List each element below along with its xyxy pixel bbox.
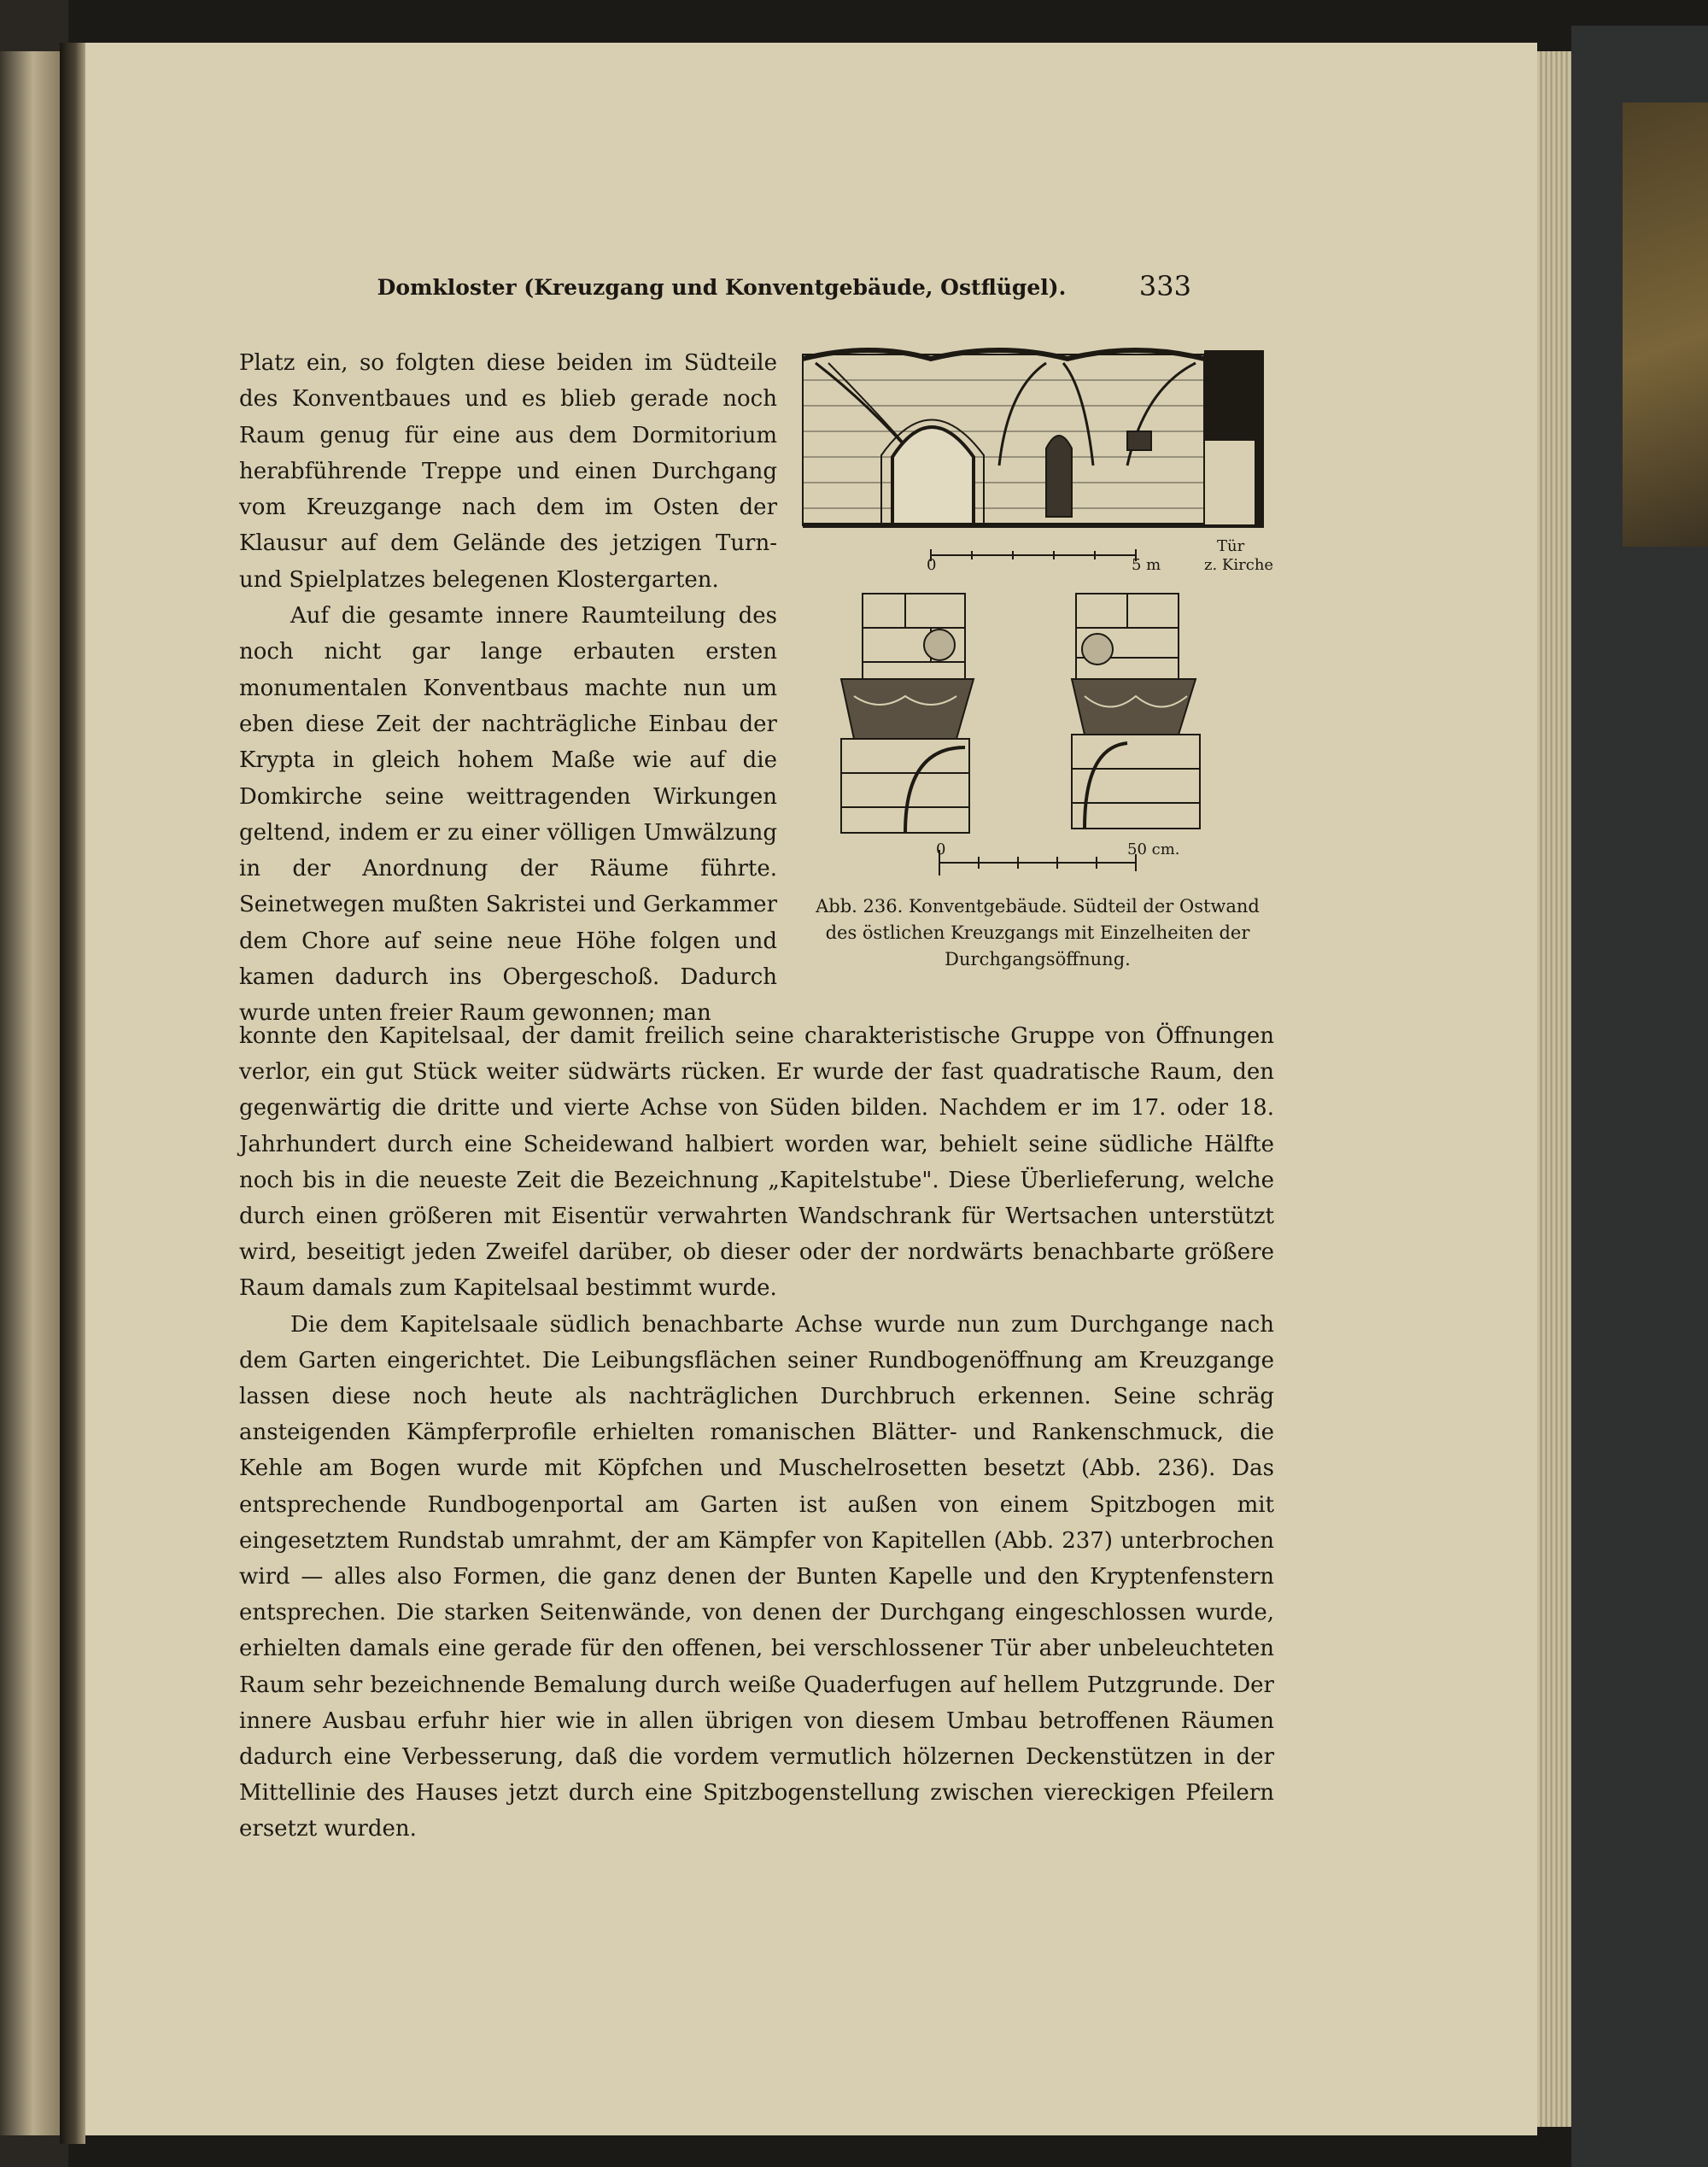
running-head [337, 270, 1191, 313]
page-block-edge [1537, 51, 1571, 2127]
book-cover-corner [1623, 102, 1708, 547]
door-label-line2: z. Kirche [1204, 556, 1274, 574]
scale-bottom-max: 50 cm. [1127, 840, 1180, 858]
paragraph: Platz ein, so folgten diese beiden im Südteile des Konventbaues und es blieb gerade noch Raum genug für eine aus dem Dormitorium herabführende Treppe und einen Durchgang vom Kreuzgange nach dem im Osten der Klausur auf dem Gelände des jetzigen Turn- und Spielplatzes belegenen Klostergarten. [239, 350, 777, 593]
scale-bar-top [931, 549, 1136, 561]
facing-page-edge [0, 51, 60, 2135]
text-full-width [239, 1018, 1274, 1848]
figure-caption: Abb. 236. Konventgebäude. Südteil der Ostwand des östlichen Kreuzgangs mit Einzelheiten der Durchgangsöffnung. [816, 896, 1260, 969]
scale-top-zero: 0 [927, 556, 937, 574]
door-label-line1: Tür [1217, 537, 1245, 555]
paragraph: Die dem Kapitelsaale südlich benachbarte Achse wurde nun zum Durchgange nach dem Garten eingerichtet. Die Leibungsflächen seiner Rundbogenöffnung am Kreuzgange lassen diese noch heute als nachträglichen Durchbruch erkennen. Seine schräg ansteigenden Kämpferprofile erhielten romanischen Blätter- und Rankenschmuck, die Kehle am Bogen wurde mit Köpfchen und Muschelrosetten besetzt (Abb. 236). Das entsprechende Rundbogenportal am Garten ist außen von einem Spitzbogen mit eingesetztem Rundstab umrahmt, der am Kämpfer von Kapitellen (Abb. 237) unterbrochen wird — alles also Formen, die ganz denen der Bunten Kapelle und den Kryptenfenstern entsprechen. Die starken Seitenwände, von denen der Durchgang eingeschlossen wurde, erhielten damals eine gerade für den offenen, bei verschlossener Tür aber unbeleuchteten Raum sehr bezeichnende Bemalung durch weiße Quaderfugen auf hellem Putzgrunde. Der innere Ausbau erfuhr hier wie in allen übrigen von diesem Umbau betroffenen Räumen dadurch eine Verbesserung, daß die vordem vermutlich hölzernen Deckenstützen in der Mittellinie des Hauses jetzt durch eine Spitzbogenstellung zwischen viereckigen Pfeilern ersetzt wurden. [239, 1311, 1274, 1842]
book-gutter [60, 43, 85, 2144]
scale-top-max: 5 m [1132, 556, 1161, 574]
paragraph: Auf die gesamte innere Raumteilung des noch nicht gar lange erbauten ersten monumentalen Konventbaus machte nun um eben diese Zeit der nachträgliche Einbau der Krypta in gleich hohem Maße wie auf die Domkirche seine weittragenden Wirkungen geltend, indem er zu einer völligen Umwälzung in der Anordnung der Räume führte. Seinetwegen mußten Sakristei und Gerkammer dem Chore auf seine neue Höhe folgen und kamen dadurch ins Obergeschoß. Dadurch wurde unten freier Raum gewonnen; man [239, 603, 777, 1027]
page-number: 333 [1138, 270, 1191, 302]
paragraph: konnte den Kapitelsaal, der damit freilich seine charakteristische Gruppe von Öffnungen verlor, ein gut Stück weiter südwärts rücken. Er wurde der fast quadratische Raum, den gegenwärtig die dritte und vierte Achse von Süden bilden. Nachdem er im 17. oder 18. Jahrhundert durch eine Scheidewand halbiert worden war, behielt seine südliche Hälfte noch bis in die neueste Zeit die Bezeichnung „Kapitelstube". Diese Überlieferung, welche durch einen größeren mit Eisentür verwahrten Wandschrank für Wertsachen unterstützt wird, beseitigt jeden Zweifel darüber, ob dieser oder der nordwärts benachbarte größere Raum damals zum Kapitelsaal bestimmt wurde. [239, 1023, 1274, 1302]
detail-right-drawing [1072, 594, 1200, 829]
wall-elevation-drawing [803, 350, 1264, 525]
figure-abb-236 [803, 337, 1274, 884]
scale-bar-bottom [939, 850, 1136, 876]
scale-bottom-zero: 0 [936, 840, 946, 858]
detail-left-drawing [841, 594, 974, 833]
text-column-left [239, 345, 777, 1032]
running-title: Domkloster (Kreuzgang und Konventgebäude, Ostflügel). [377, 275, 1067, 300]
